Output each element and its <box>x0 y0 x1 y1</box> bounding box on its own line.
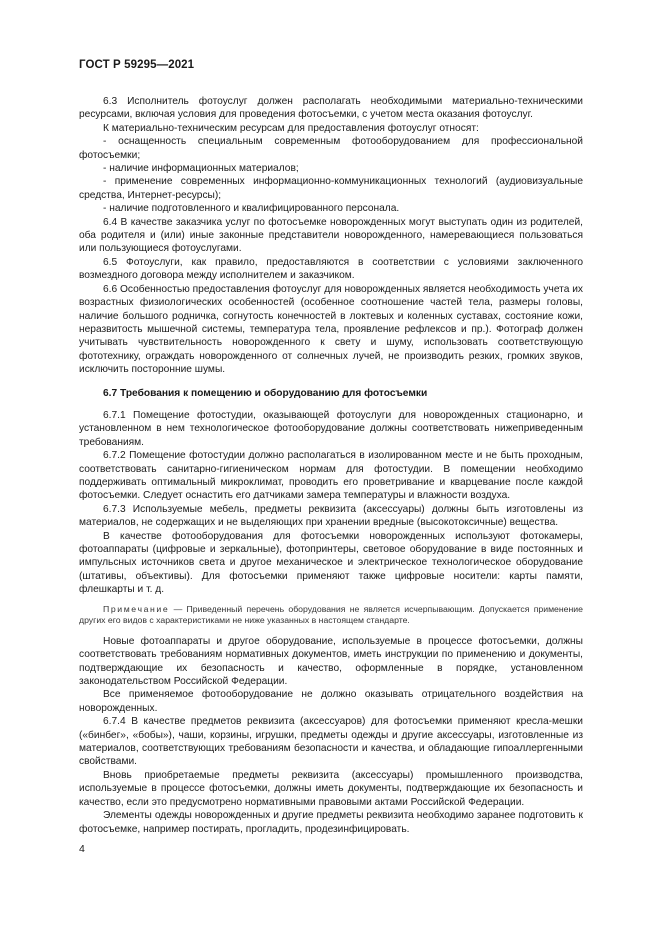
paragraph-6-5: 6.5 Фотоуслуги, как правило, предоставляются в соответствии с условиями заключенного возмездного договора между исполнителем и заказчиком. <box>79 256 583 282</box>
paragraph-6-3: 6.3 Исполнитель фотоуслуг должен располагать необходимыми материально-техническими ресурсами, включая условия для проведения фотосъемки, с учетом места оказания фотоуслуг. <box>79 96 583 121</box>
list-item: - наличие информационных материалов; <box>103 163 299 175</box>
page-number: 4 <box>79 843 85 855</box>
note <box>79 604 583 627</box>
paragraph-clothing: Элементы одежды новорожденных и другие предметы реквизита необходимо заранее подготовить к фотосъемке, например постирать, прогладить, продезинфицировать. <box>79 810 583 835</box>
note-text: — Приведенный перечень оборудования не является исчерпывающим. Допускается применение других его видов с характеристиками не ниже указанных в настоящем стандарте. <box>79 603 583 626</box>
paragraph-6-7-3: 6.7.3 Используемые мебель, предметы реквизита (аксессуары) должны быть изготовлены из материалов, не содержащих и не выделяющих при хранении вредные (высокотоксичные) вещества. <box>79 503 583 529</box>
paragraph-resources-intro: К материально-техническим ресурсам для предоставления фотоуслуг относят: <box>103 122 479 134</box>
paragraph-new-equipment: Новые фотоаппараты и другое оборудование, используемые в процессе фотосъемки, должны соответствовать требованиям нормативных документов, иметь инструкции по применению и документы, подтверждающие их безопасность и качество, оформленные в порядке, установленном законодательством Российской Федерации. <box>79 635 583 688</box>
paragraph-no-negative-effect: Все применяемое фотооборудование не должно оказывать отрицательного воздействия на новорожденных. <box>79 689 583 714</box>
section-heading-6-7: 6.7 Требования к помещению и оборудованию для фотосъемки <box>103 387 428 399</box>
list-item: - наличие подготовленного и квалифицированного персонала. <box>103 203 400 215</box>
note-label: Примечание <box>103 603 170 614</box>
paragraph-6-7-2: 6.7.2 Помещение фотостудии должно располагаться в изолированном месте и не быть проходным, соответствовать санитарно-гигиеническом нормам для фотостудии. В помещении необходимо поддерживать оптимальный микроклимат, проводить его проветривание и кварцевание после каждой фотосъемки. Следует оснастить его датчиками замера температуры и влажности воздуха. <box>79 450 583 502</box>
paragraph-6-4: 6.4 В качестве заказчика услуг по фотосъемке новорожденных могут выступать один из родителей, оба родителя и (или) иные законные представители новорожденного, намеревающиеся пользоваться или пользующиеся фотоуслугами. <box>79 216 583 255</box>
list-item: - оснащенность специальным современным фотооборудованием для профессиональной фотосъемки; <box>79 136 583 161</box>
paragraph-new-props: Вновь приобретаемые предметы реквизита (аксессуары) промышленного производства, используемые в процессе фотосъемки, должны иметь документы, подтверждающие их безопасность и качество, если это предусмотрено нормативными правовыми актами Российской Федерации. <box>79 769 583 808</box>
paragraph-6-7-1: 6.7.1 Помещение фотостудии, оказывающей фотоуслуги для новорожденных стационарно, и установленном в нем технологическое фотооборудование должны соответствовать нижеприведенным требованиям. <box>79 409 583 448</box>
page-content <box>79 95 583 836</box>
paragraph-6-7-4: 6.7.4 В качестве предметов реквизита (аксессуаров) для фотосъемки применяют кресла-мешки («бинбег», «бобы»), чаши, корзины, игрушки, предметы одежды и другие аксессуары, изготовленные из материалов, соответствующих требованиям безопасности и качества, и обладающие гипоаллергенными свойствами. <box>79 716 583 768</box>
paragraph-equipment: В качестве фотооборудования для фотосъемки новорожденных используют фотокамеры, фотоаппараты (цифровые и зеркальные), фотопринтеры, световое оборудование в виде постоянных и импульсных источников света и другое механическое и электрическое технологическое оборудование (штативы, объективы). Для фотосъемки применяют также цифровые носители: карты памяти, флешкарты и т. д. <box>79 530 583 596</box>
paragraph-6-6: 6.6 Особенностью предоставления фотоуслуг для новорожденных является необходимость учета их возрастных физиологических особенностей (особенное соотношение частей тела, размеры головы, наличие большого родничка, согнутость конечностей в локтевых и коленных суставах, состояние кожи, неразвитость мышечной системы, температура тела, проявление рефлексов и пр.). Фотограф должен учитывать чувствительность новорожденного к свету и шуму, использовать соответствующую фототехнику, ограждать новорожденного от солнечных лучей, не производить резких, громких звуков, исключить посторонние шумы. <box>79 283 583 376</box>
document-header: ГОСТ Р 59295—2021 <box>79 59 195 71</box>
list-item: - применение современных информационно-коммуникационных технологий (аудиовизуальные средства, Интернет-ресурсы); <box>79 176 583 201</box>
